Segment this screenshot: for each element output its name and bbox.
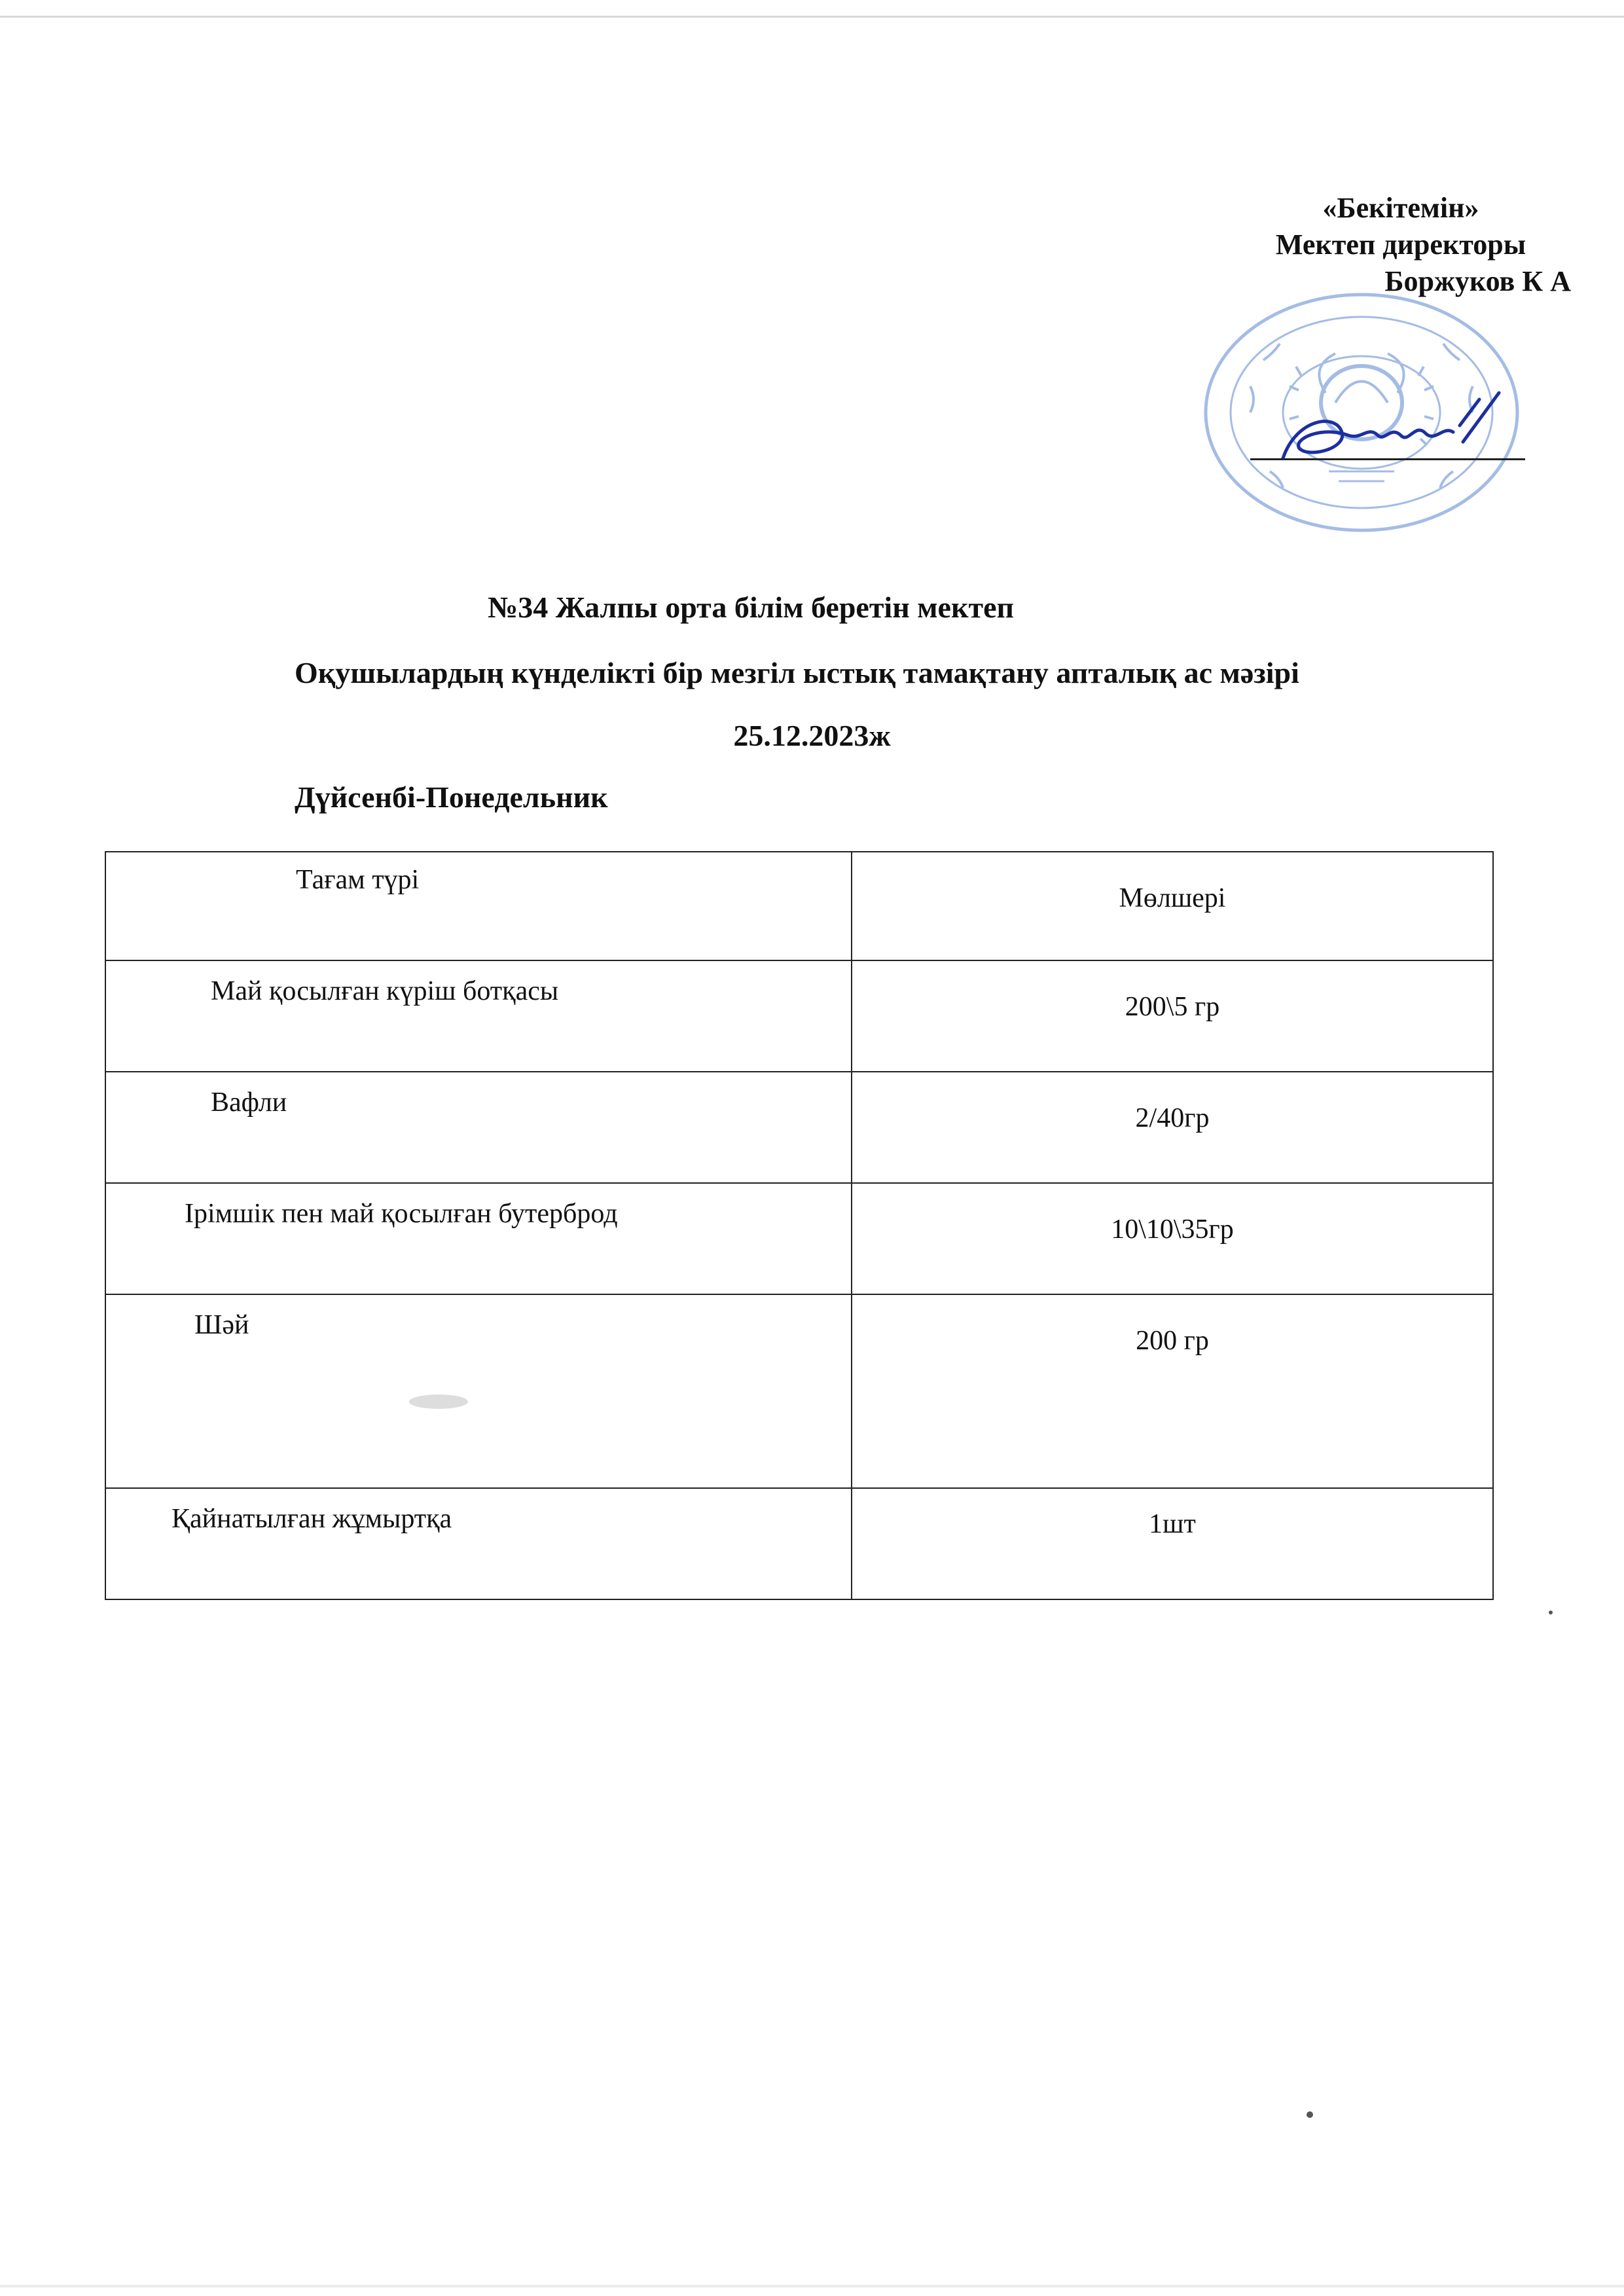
- signature-line: [1250, 458, 1525, 460]
- approver-name: Боржуков К А: [1384, 265, 1571, 297]
- column-header-dish: Тағам түрі: [105, 852, 852, 960]
- table-row: [105, 1294, 1493, 1488]
- scan-speck: [1549, 1611, 1553, 1614]
- menu-table: [105, 851, 1494, 1600]
- column-header-quantity: Мөлшері: [852, 852, 1493, 960]
- approver-position: Мектеп директоры: [1275, 228, 1526, 261]
- scan-edge-bottom: [0, 2285, 1624, 2287]
- scan-edge-top: [0, 16, 1624, 18]
- quantity-cell: 200 гр: [852, 1294, 1493, 1488]
- table-row: [105, 1488, 1493, 1599]
- menu-subtitle: Оқушылардың күнделікті бір мезгіл ыстық тамақтану апталық ас мәзірі: [295, 656, 1299, 689]
- approval-label: «Бекітемін»: [1322, 192, 1479, 224]
- quantity-cell: 2/40гр: [852, 1072, 1493, 1183]
- dish-cell: Май қосылған күріш ботқасы: [105, 960, 852, 1072]
- dish-cell: Вафли: [105, 1072, 852, 1183]
- dish-cell: Шәй: [105, 1294, 852, 1488]
- school-title: №34 Жалпы орта білім беретін мектеп: [488, 591, 1014, 624]
- scan-speck: [1307, 2111, 1313, 2118]
- dish-cell: Қайнатылған жұмыртқа: [105, 1488, 852, 1599]
- approval-block: [1218, 190, 1584, 300]
- menu-date: 25.12.2023ж: [733, 719, 891, 752]
- director-signature: [1263, 386, 1538, 478]
- table-row: [105, 1072, 1493, 1183]
- table-row: [105, 1183, 1493, 1294]
- table-header-row: [105, 852, 1493, 960]
- quantity-cell: 10\10\35гр: [852, 1183, 1493, 1294]
- weekday-heading: Дүйсенбі-Понедельник: [295, 780, 608, 814]
- quantity-cell: 200\5 гр: [852, 960, 1493, 1072]
- dish-cell: Ірімшік пен май қосылған бутерброд: [105, 1183, 852, 1294]
- scan-smudge: [409, 1394, 468, 1409]
- quantity-cell: 1шт: [852, 1488, 1493, 1599]
- table-row: [105, 960, 1493, 1072]
